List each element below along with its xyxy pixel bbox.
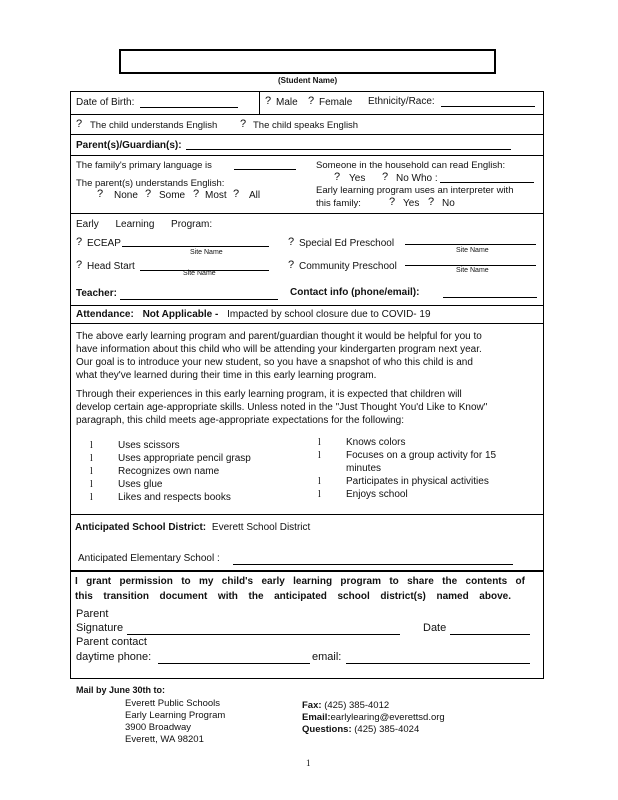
divider bbox=[70, 305, 544, 306]
contact-input[interactable] bbox=[443, 297, 537, 298]
attendance-note: Impacted by school closure due to COVID- 19 bbox=[227, 309, 431, 320]
community-site-input[interactable] bbox=[405, 265, 536, 266]
eceap-checkbox[interactable]: ? bbox=[76, 236, 83, 248]
divider bbox=[70, 155, 544, 156]
most-label: Most bbox=[205, 190, 227, 201]
daytime-phone-label: daytime phone: bbox=[76, 651, 152, 663]
eceap-site-caption: Site Name bbox=[190, 249, 223, 256]
some-checkbox[interactable]: ? bbox=[145, 188, 152, 200]
address-line: Everett, WA 98201 bbox=[125, 734, 204, 745]
understands-english-checkbox[interactable]: ? bbox=[76, 118, 83, 130]
interpreter-label-2: this family: bbox=[316, 198, 361, 209]
divider bbox=[70, 570, 544, 572]
special-ed-label: Special Ed Preschool bbox=[299, 238, 395, 249]
date-label: Date bbox=[423, 622, 447, 634]
none-label: None bbox=[114, 190, 138, 201]
all-label: All bbox=[249, 190, 261, 201]
list-item-text: Uses appropriate pencil grasp bbox=[118, 453, 251, 464]
community-label: Community Preschool bbox=[299, 261, 397, 272]
district-label: Anticipated School District: bbox=[75, 522, 207, 533]
skills-line: develop certain age-appropriate skills. Unless noted in the "Just Thought You'd Like to Know" bbox=[76, 402, 488, 413]
intro-line: The above early learning program and parent/guardian thought it would be helpful for you to bbox=[76, 331, 482, 342]
email-input[interactable] bbox=[346, 663, 530, 664]
questions-label: Questions: bbox=[302, 724, 352, 735]
list-item-text: Likes and respects books bbox=[118, 492, 231, 503]
divider bbox=[70, 114, 544, 115]
parents-label: Parent(s)/Guardian(s): bbox=[76, 140, 182, 151]
all-checkbox[interactable]: ? bbox=[233, 188, 240, 200]
address-line: 3900 Broadway bbox=[125, 722, 192, 733]
list-item bbox=[318, 488, 538, 501]
bullet-icon: l bbox=[90, 479, 93, 490]
skills-list-left bbox=[90, 439, 290, 504]
head-start-checkbox[interactable]: ? bbox=[76, 259, 83, 271]
address-line: Everett Public Schools bbox=[125, 698, 221, 709]
student-name-field[interactable] bbox=[119, 49, 496, 74]
skills-list-right bbox=[318, 436, 538, 501]
speaks-english-label: The child speaks English bbox=[253, 120, 359, 131]
bullet-icon: l bbox=[90, 440, 93, 451]
intro-line: have information about this child who will be attending your kindergarten program next year. bbox=[76, 344, 482, 355]
male-label: Male bbox=[276, 97, 298, 108]
female-checkbox[interactable]: ? bbox=[308, 95, 315, 107]
special-ed-site-input[interactable] bbox=[405, 244, 536, 245]
interpreter-yes-label: Yes bbox=[403, 198, 420, 209]
family-language-label: The family's primary language is bbox=[76, 160, 212, 171]
someone-reads-label: Someone in the household can read English: bbox=[316, 160, 506, 171]
teacher-label: Teacher: bbox=[76, 288, 117, 299]
some-label: Some bbox=[159, 190, 186, 201]
parents-input[interactable] bbox=[186, 149, 511, 150]
list-item-text: minutes bbox=[346, 463, 382, 474]
family-language-input[interactable] bbox=[234, 169, 296, 170]
reads-no-checkbox[interactable]: ? bbox=[382, 171, 389, 183]
elementary-input[interactable] bbox=[233, 564, 513, 565]
special-ed-checkbox[interactable]: ? bbox=[288, 236, 295, 248]
district-row bbox=[75, 522, 310, 533]
most-checkbox[interactable]: ? bbox=[193, 188, 200, 200]
reads-yes-checkbox[interactable]: ? bbox=[334, 171, 341, 183]
list-item-text: Uses glue bbox=[118, 479, 163, 490]
female-label: Female bbox=[319, 97, 353, 108]
bullet-icon: l bbox=[318, 437, 321, 448]
reads-no-label: No Who : bbox=[396, 173, 438, 184]
mail-heading: Mail by June 30th to: bbox=[76, 685, 166, 695]
special-ed-site-caption: Site Name bbox=[456, 247, 489, 254]
ethnicity-label: Ethnicity/Race: bbox=[368, 96, 435, 107]
list-item bbox=[318, 449, 538, 462]
speaks-english-checkbox[interactable]: ? bbox=[240, 118, 247, 130]
skills-line: paragraph, this child meets age-appropriate expectations for the following: bbox=[76, 415, 404, 426]
divider bbox=[70, 514, 544, 515]
email-contact-label: Email: bbox=[302, 712, 331, 723]
questions-value: (425) 385-4024 bbox=[354, 724, 420, 735]
skills-paragraph bbox=[76, 388, 541, 427]
intro-line: what they've learned during their time in this early learning program. bbox=[76, 370, 377, 381]
none-checkbox[interactable]: ? bbox=[97, 188, 104, 200]
program-heading: Early Learning Program: bbox=[76, 219, 213, 230]
head-start-site-caption: Site Name bbox=[183, 270, 216, 277]
list-item bbox=[90, 491, 290, 504]
head-start-label: Head Start bbox=[87, 261, 135, 272]
address-line: Early Learning Program bbox=[125, 710, 226, 721]
bullet-icon: l bbox=[90, 492, 93, 503]
contact-label: Contact info (phone/email): bbox=[290, 287, 420, 298]
list-item bbox=[90, 452, 290, 465]
list-item bbox=[318, 475, 538, 488]
teacher-input[interactable] bbox=[120, 299, 278, 300]
elementary-label: Anticipated Elementary School : bbox=[78, 553, 220, 564]
list-item bbox=[318, 436, 538, 449]
interpreter-yes-checkbox[interactable]: ? bbox=[389, 196, 396, 208]
no-who-input[interactable] bbox=[440, 182, 534, 183]
daytime-phone-input[interactable] bbox=[158, 663, 310, 664]
skills-line: Through their experiences in this early learning program, it is expected that children will bbox=[76, 389, 462, 400]
divider bbox=[70, 134, 544, 135]
list-item bbox=[90, 465, 290, 478]
fax-label: Fax: bbox=[302, 700, 322, 711]
list-item-text: Knows colors bbox=[346, 437, 406, 448]
fax-value: (425) 385-4012 bbox=[324, 700, 390, 711]
page-number: 1 bbox=[306, 758, 311, 768]
parent-understands-label: The parent(s) understands English: bbox=[76, 178, 225, 189]
permission-line-2: this transition document with the anticipated school district(s) named above. bbox=[75, 591, 511, 602]
intro-line: Our goal is to introduce your new student, so you have a snapshot of who this child is and bbox=[76, 357, 473, 368]
attendance-row bbox=[76, 309, 431, 320]
contact-block bbox=[302, 700, 445, 736]
reads-yes-label: Yes bbox=[349, 173, 366, 184]
bullet-icon: l bbox=[318, 489, 321, 500]
mail-address bbox=[125, 698, 225, 746]
bullet-icon: l bbox=[90, 453, 93, 464]
list-item-text: Recognizes own name bbox=[118, 466, 220, 477]
parent-label: Parent bbox=[76, 608, 109, 620]
dob-label: Date of Birth: bbox=[76, 97, 135, 108]
student-name-caption: (Student Name) bbox=[278, 76, 338, 85]
attendance-label: Attendance: bbox=[76, 309, 134, 320]
interpreter-label-1: Early learning program uses an interpreter with bbox=[316, 185, 514, 196]
interpreter-no-label: No bbox=[442, 198, 455, 209]
district-value: Everett School District bbox=[211, 522, 311, 533]
bullet-icon: l bbox=[90, 466, 93, 477]
bullet-icon: l bbox=[318, 450, 321, 461]
date-input[interactable] bbox=[450, 634, 530, 635]
understands-english-label: The child understands English bbox=[90, 120, 218, 131]
attendance-value: Not Applicable - bbox=[142, 309, 219, 320]
parent-contact-label: Parent contact bbox=[76, 636, 147, 648]
permission-line-1: I grant permission to my child's early learning program to share the contents of bbox=[75, 576, 525, 587]
male-checkbox[interactable]: ? bbox=[265, 95, 272, 107]
list-item-text: Participates in physical activities bbox=[346, 476, 489, 487]
community-site-caption: Site Name bbox=[456, 267, 489, 274]
dob-input[interactable] bbox=[140, 107, 238, 108]
eceap-site-input[interactable] bbox=[122, 246, 269, 247]
ethnicity-input[interactable] bbox=[441, 106, 535, 107]
divider bbox=[70, 323, 544, 324]
community-checkbox[interactable]: ? bbox=[288, 259, 295, 271]
divider bbox=[259, 91, 260, 115]
list-item-text: Enjoys school bbox=[346, 489, 408, 500]
intro-paragraph bbox=[76, 330, 541, 382]
interpreter-no-checkbox[interactable]: ? bbox=[428, 196, 435, 208]
list-item-text: Uses scissors bbox=[118, 440, 180, 451]
eceap-label: ECEAP bbox=[87, 238, 121, 249]
bullet-icon: l bbox=[318, 476, 321, 487]
list-item-text: Focuses on a group activity for 15 bbox=[346, 450, 497, 461]
divider bbox=[70, 213, 544, 214]
email-contact-value: earlylearing@everettsd.org bbox=[330, 712, 445, 723]
list-item-continuation bbox=[318, 462, 538, 475]
list-item bbox=[90, 439, 290, 452]
list-item bbox=[90, 478, 290, 491]
signature-label: Signature bbox=[76, 622, 124, 634]
email-label: email: bbox=[312, 651, 342, 663]
signature-input[interactable] bbox=[127, 634, 400, 635]
